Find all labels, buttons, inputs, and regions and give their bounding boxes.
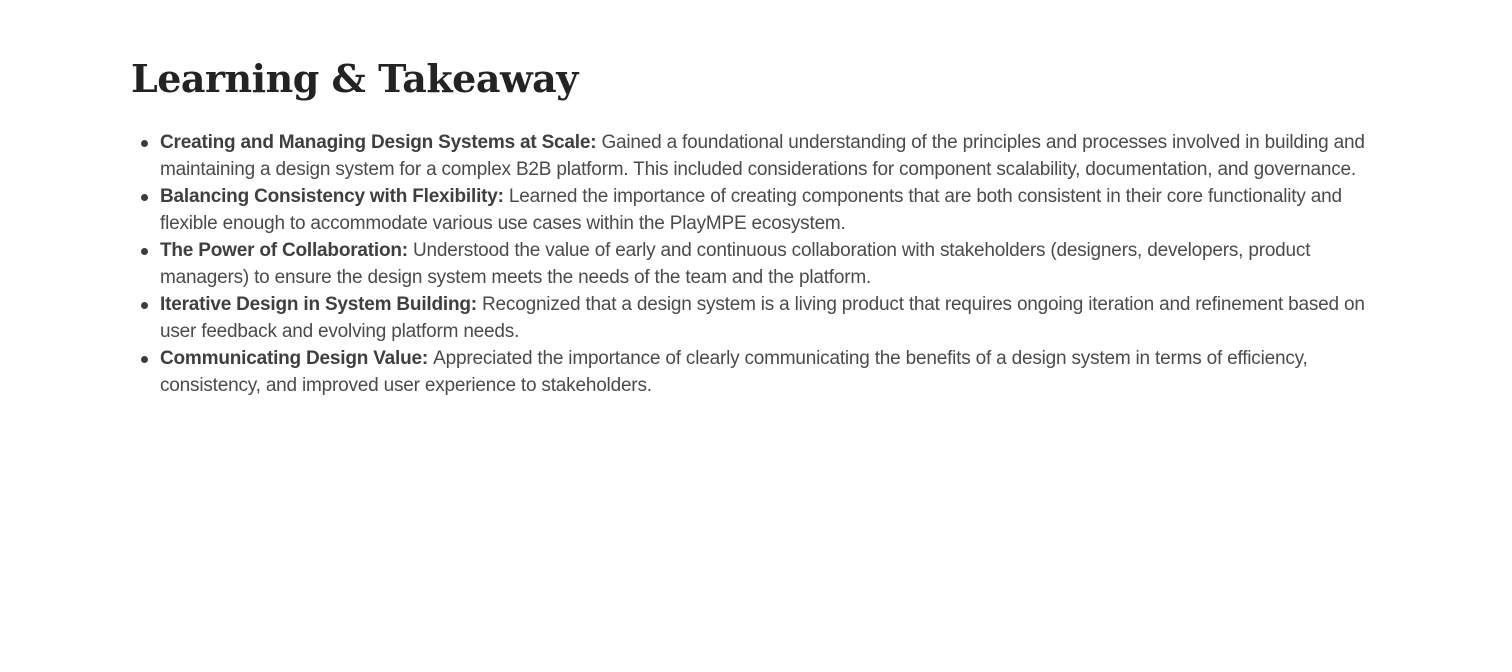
- list-item: [131, 345, 1391, 399]
- item-term: Iterative Design in System Building:: [160, 294, 483, 315]
- list-item: [131, 129, 1391, 183]
- item-text: Recognized that a design system is a living product that requires ongoing iteration and refinement based on user feedback and evolving platform needs.: [160, 294, 1365, 342]
- takeaway-list: [131, 129, 1391, 399]
- bullet-icon: [141, 302, 148, 309]
- item-term: Balancing Consistency with Flexibility:: [160, 186, 509, 207]
- list-item: [131, 291, 1391, 345]
- section-heading: Learning & Takeaway: [131, 56, 578, 101]
- item-text: Understood the value of early and continuous collaboration with stakeholders (designers, developers, product managers) to ensure the design system meets the needs of the team and the platform.: [160, 240, 1311, 288]
- learning-takeaway-section: [131, 52, 1391, 399]
- list-item: [131, 183, 1391, 237]
- bullet-icon: [141, 194, 148, 201]
- item-text: Appreciated the importance of clearly communicating the benefits of a design system in terms of efficiency, consistency, and improved user experience to stakeholders.: [160, 348, 1308, 396]
- item-term: Creating and Managing Design Systems at Scale:: [160, 132, 602, 153]
- item-term: The Power of Collaboration:: [160, 240, 414, 261]
- item-text: Gained a foundational understanding of the principles and processes involved in building and maintaining a design system for a complex B2B platform. This included considerations for component scalability, documentation, and governance.: [160, 132, 1365, 180]
- item-text: Learned the importance of creating components that are both consistent in their core functionality and flexible enough to accommodate various use cases within the PlayMPE ecosystem.: [160, 186, 1342, 234]
- bullet-icon: [141, 140, 148, 147]
- list-item: [131, 237, 1391, 291]
- bullet-icon: [141, 356, 148, 363]
- item-term: Communicating Design Value:: [160, 348, 434, 369]
- bullet-icon: [141, 248, 148, 255]
